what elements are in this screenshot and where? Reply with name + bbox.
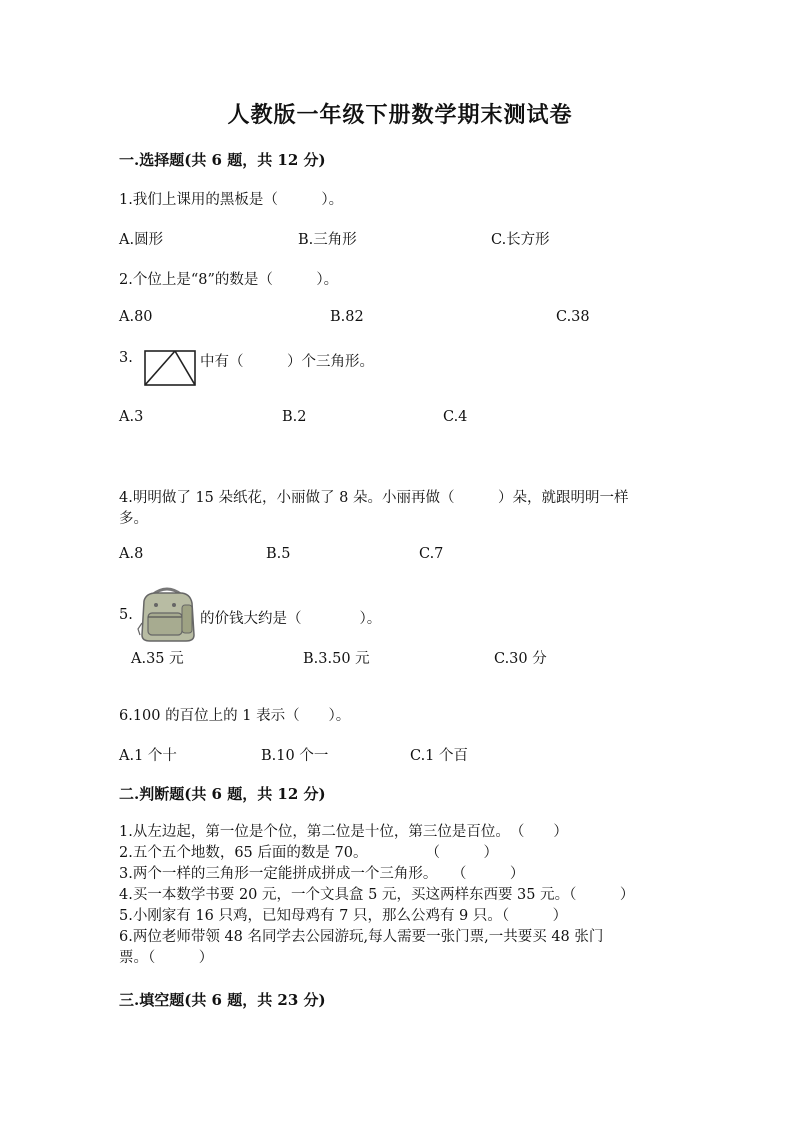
question-5: 的价钱大约是（ ）。 [200,611,382,627]
q1-option-a: A.圆形 [119,232,164,248]
question-5-number: 5. [119,607,133,623]
q4-option-c: C.7 [419,546,444,562]
q6-option-b: B.10 个一 [261,748,329,764]
q2-option-c: C.38 [556,309,590,325]
question-3-number: 3. [119,350,133,366]
judge-item-5: 5.小刚家有 16 只鸡，已知母鸡有 7 只，那么公鸡有 9 只。（ ） [119,908,568,924]
judge-item-4: 4.买一本数学书要 20 元，一个文具盒 5 元，买这两样东西要 35 元。（ ） [119,887,635,903]
judge-item-6-line-2: 票。（ ） [119,950,214,966]
section-heading-judge: 二.判断题(共 6 题，共 12 分) [119,785,326,803]
judge-item-6-line-1: 6.两位老师带领 48 名同学去公园游玩,每人需要一张门票,一共要买 48 张门 [119,929,604,945]
q2-option-b: B.82 [330,309,364,325]
q3-option-a: A.3 [119,409,144,425]
q5-option-c: C.30 分 [494,651,547,667]
question-3: 中有（ ）个三角形。 [200,354,374,370]
judge-item-2: 2.五个五个地数，65 后面的数是 70。 （ ） [119,845,498,861]
triangle-figure-icon [143,349,197,387]
q1-option-b: B.三角形 [298,232,357,248]
question-4-line-1: 4.明明做了 15 朵纸花，小丽做了 8 朵。小丽再做（ ）朵，就跟明明一样 [119,490,629,506]
judge-item-3: 3.两个一样的三角形一定能拼成拼成一个三角形。 （ ） [119,866,525,882]
question-6: 6.100 的百位上的 1 表示（ ）。 [119,708,351,724]
q2-option-a: A.80 [119,309,153,325]
q6-option-a: A.1 个十 [119,748,177,764]
section-heading-choice: 一.选择题(共 6 题，共 12 分) [119,151,326,169]
page-title: 人教版一年级下册数学期末测试卷 [227,102,573,128]
question-2: 2.个位上是“8”的数是（ ）。 [119,272,339,288]
section-heading-fill: 三.填空题(共 6 题，共 23 分) [119,991,326,1009]
q5-option-a: A.35 元 [131,651,184,667]
q5-option-b: B.3.50 元 [303,651,370,667]
q3-option-c: C.4 [443,409,468,425]
judge-item-1: 1.从左边起，第一位是个位，第二位是十位，第三位是百位。 （ ） [119,824,568,840]
q4-option-b: B.5 [266,546,291,562]
q4-option-a: A.8 [119,546,144,562]
backpack-icon [134,583,200,645]
question-1: 1.我们上课用的黑板是（ ）。 [119,192,344,208]
q3-option-b: B.2 [282,409,307,425]
question-4-line-2: 多。 [119,511,148,527]
q1-option-c: C.长方形 [491,232,550,248]
q6-option-c: C.1 个百 [410,748,469,764]
